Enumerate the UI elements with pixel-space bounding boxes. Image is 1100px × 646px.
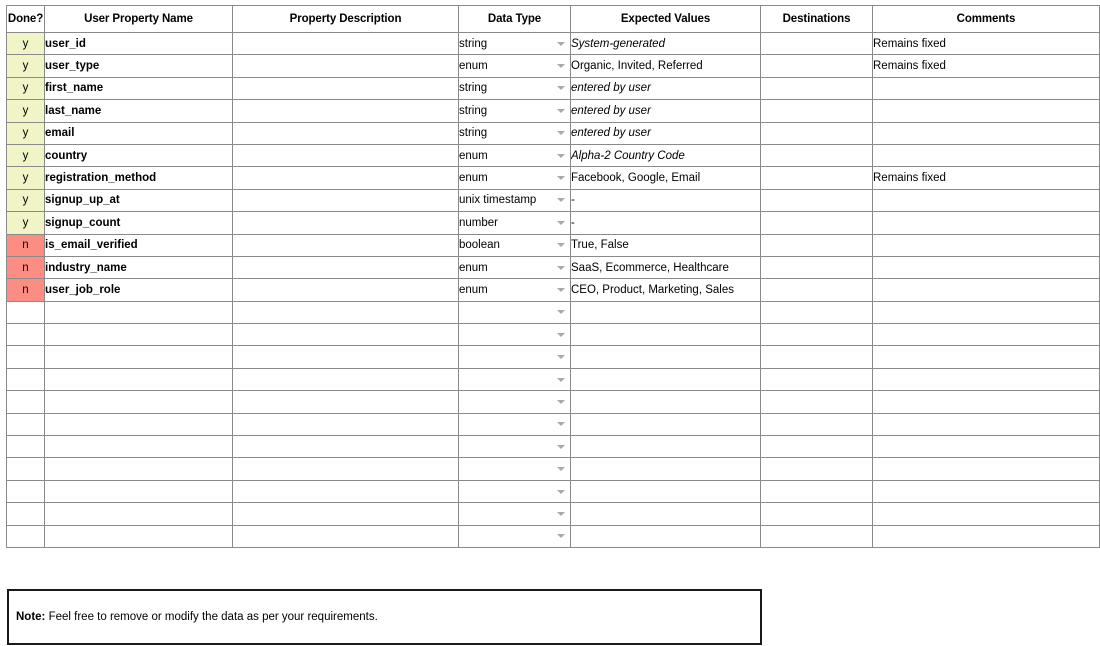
chevron-down-icon[interactable]: [557, 378, 565, 382]
cell-data-type[interactable]: [459, 167, 571, 189]
chevron-down-icon[interactable]: [557, 64, 565, 68]
cell-destinations[interactable]: [761, 189, 873, 211]
data-type-value: unix timestamp: [459, 194, 537, 207]
cell-destinations[interactable]: [761, 480, 873, 502]
table-row: [7, 413, 1100, 435]
cell-expected-values[interactable]: -: [571, 212, 761, 234]
cell-data-type[interactable]: [459, 212, 571, 234]
cell-expected-values[interactable]: entered by user: [571, 77, 761, 99]
cell-done-flag[interactable]: y: [7, 100, 45, 122]
cell-expected-values[interactable]: Organic, Invited, Referred: [571, 55, 761, 77]
cell-destinations[interactable]: [761, 55, 873, 77]
cell-destinations[interactable]: [761, 212, 873, 234]
cell-data-type[interactable]: [459, 33, 571, 55]
cell-comments[interactable]: [873, 144, 1100, 166]
cell-done-flag[interactable]: [7, 413, 45, 435]
table-row: [7, 100, 1100, 122]
cell-done-flag[interactable]: [7, 525, 45, 547]
cell-expected-values[interactable]: SaaS, Ecommerce, Healthcare: [571, 256, 761, 278]
cell-destinations[interactable]: [761, 391, 873, 413]
cell-comments[interactable]: [873, 279, 1100, 301]
cell-property-name[interactable]: [45, 503, 233, 525]
cell-property-description[interactable]: [233, 301, 459, 323]
cell-done-flag[interactable]: [7, 503, 45, 525]
cell-property-description[interactable]: [233, 436, 459, 458]
table-row: [7, 458, 1100, 480]
cell-destinations[interactable]: [761, 436, 873, 458]
note-box: [7, 589, 762, 645]
cell-data-type[interactable]: [459, 458, 571, 480]
cell-comments[interactable]: [873, 346, 1100, 368]
table-row: [7, 525, 1100, 547]
chevron-down-icon[interactable]: [557, 42, 565, 46]
cell-destinations[interactable]: [761, 368, 873, 390]
cell-destinations[interactable]: [761, 324, 873, 346]
cell-comments[interactable]: Remains fixed: [873, 167, 1100, 189]
cell-property-name[interactable]: [45, 413, 233, 435]
cell-done-flag[interactable]: n: [7, 279, 45, 301]
cell-expected-values[interactable]: [571, 368, 761, 390]
cell-done-flag[interactable]: [7, 368, 45, 390]
cell-property-name[interactable]: [45, 458, 233, 480]
cell-comments[interactable]: Remains fixed: [873, 55, 1100, 77]
table-row: [7, 144, 1100, 166]
cell-expected-values[interactable]: [571, 324, 761, 346]
cell-property-description[interactable]: [233, 55, 459, 77]
cell-property-name[interactable]: user_type: [45, 55, 233, 77]
column-header-name[interactable]: User Property Name: [45, 6, 233, 33]
cell-expected-values[interactable]: -: [571, 189, 761, 211]
cell-expected-values[interactable]: [571, 436, 761, 458]
cell-property-name[interactable]: registration_method: [45, 167, 233, 189]
cell-property-description[interactable]: [233, 122, 459, 144]
cell-comments[interactable]: [873, 100, 1100, 122]
cell-property-description[interactable]: [233, 324, 459, 346]
table-row: [7, 55, 1100, 77]
cell-property-name[interactable]: [45, 480, 233, 502]
chevron-down-icon[interactable]: [557, 512, 565, 516]
property-table-container: [6, 5, 1099, 548]
cell-done-flag[interactable]: n: [7, 256, 45, 278]
chevron-down-icon[interactable]: [557, 534, 565, 538]
cell-property-name[interactable]: [45, 525, 233, 547]
cell-property-description[interactable]: [233, 279, 459, 301]
cell-expected-values[interactable]: Alpha-2 Country Code: [571, 144, 761, 166]
cell-property-description[interactable]: [233, 144, 459, 166]
cell-comments[interactable]: [873, 324, 1100, 346]
cell-expected-values[interactable]: entered by user: [571, 122, 761, 144]
cell-comments[interactable]: [873, 525, 1100, 547]
cell-done-flag[interactable]: [7, 391, 45, 413]
cell-property-name[interactable]: country: [45, 144, 233, 166]
cell-destinations[interactable]: [761, 122, 873, 144]
column-header-dest[interactable]: Destinations: [761, 6, 873, 33]
table-row: [7, 301, 1100, 323]
column-header-done[interactable]: Done?: [7, 6, 45, 33]
column-header-type[interactable]: Data Type: [459, 6, 571, 33]
table-row: [7, 346, 1100, 368]
cell-data-type[interactable]: [459, 324, 571, 346]
cell-property-description[interactable]: [233, 480, 459, 502]
column-header-comments[interactable]: Comments: [873, 6, 1100, 33]
cell-expected-values[interactable]: System-generated: [571, 33, 761, 55]
cell-destinations[interactable]: [761, 301, 873, 323]
cell-destinations[interactable]: [761, 256, 873, 278]
table-row: [7, 122, 1100, 144]
cell-comments[interactable]: [873, 212, 1100, 234]
cell-done-flag[interactable]: [7, 346, 45, 368]
cell-property-description[interactable]: [233, 525, 459, 547]
cell-comments[interactable]: [873, 480, 1100, 502]
cell-data-type[interactable]: [459, 346, 571, 368]
table-row: [7, 234, 1100, 256]
data-type-value: string: [459, 127, 488, 140]
cell-comments[interactable]: [873, 189, 1100, 211]
table-row: [7, 256, 1100, 278]
cell-property-description[interactable]: [233, 413, 459, 435]
cell-data-type[interactable]: [459, 234, 571, 256]
cell-property-description[interactable]: [233, 346, 459, 368]
cell-done-flag[interactable]: [7, 480, 45, 502]
cell-comments[interactable]: [873, 234, 1100, 256]
cell-comments[interactable]: [873, 458, 1100, 480]
cell-expected-values[interactable]: Facebook, Google, Email: [571, 167, 761, 189]
cell-comments[interactable]: [873, 122, 1100, 144]
cell-expected-values[interactable]: CEO, Product, Marketing, Sales: [571, 279, 761, 301]
chevron-down-icon[interactable]: [557, 266, 565, 270]
cell-property-name[interactable]: first_name: [45, 77, 233, 99]
cell-expected-values[interactable]: [571, 480, 761, 502]
cell-data-type[interactable]: [459, 525, 571, 547]
data-type-value: boolean: [459, 239, 500, 252]
table-row: [7, 77, 1100, 99]
chevron-down-icon[interactable]: [557, 445, 565, 449]
cell-done-flag[interactable]: y: [7, 167, 45, 189]
table-row: [7, 189, 1100, 211]
table-row: [7, 279, 1100, 301]
user-property-table: [6, 5, 1100, 548]
data-type-value: string: [459, 82, 488, 95]
cell-data-type[interactable]: [459, 391, 571, 413]
note-content: [9, 611, 378, 623]
cell-data-type[interactable]: [459, 368, 571, 390]
chevron-down-icon[interactable]: [557, 176, 565, 180]
table-row: [7, 480, 1100, 502]
cell-comments[interactable]: [873, 77, 1100, 99]
cell-comments[interactable]: [873, 301, 1100, 323]
chevron-down-icon[interactable]: [557, 109, 565, 113]
table-row: [7, 436, 1100, 458]
note-label: Note:: [16, 611, 46, 623]
cell-expected-values[interactable]: [571, 301, 761, 323]
table-row: [7, 212, 1100, 234]
cell-property-name[interactable]: [45, 436, 233, 458]
cell-property-description[interactable]: [233, 503, 459, 525]
table-row: [7, 503, 1100, 525]
data-type-value: enum: [459, 261, 488, 274]
cell-data-type[interactable]: [459, 436, 571, 458]
cell-property-name[interactable]: email: [45, 122, 233, 144]
chevron-down-icon[interactable]: [557, 333, 565, 337]
chevron-down-icon[interactable]: [557, 198, 565, 202]
cell-property-description[interactable]: [233, 234, 459, 256]
cell-property-description[interactable]: [233, 100, 459, 122]
note-text: Feel free to remove or modify the data as per your requirements.: [45, 611, 378, 623]
cell-expected-values[interactable]: True, False: [571, 234, 761, 256]
cell-done-flag[interactable]: [7, 436, 45, 458]
table-row: [7, 324, 1100, 346]
cell-data-type[interactable]: [459, 279, 571, 301]
cell-property-description[interactable]: [233, 167, 459, 189]
chevron-down-icon[interactable]: [557, 400, 565, 404]
table-row: [7, 33, 1100, 55]
cell-property-description[interactable]: [233, 212, 459, 234]
cell-property-description[interactable]: [233, 77, 459, 99]
cell-expected-values[interactable]: entered by user: [571, 100, 761, 122]
cell-property-description[interactable]: [233, 189, 459, 211]
chevron-down-icon[interactable]: [557, 310, 565, 314]
table-header: [7, 6, 1100, 33]
cell-property-name[interactable]: [45, 324, 233, 346]
cell-comments[interactable]: Remains fixed: [873, 33, 1100, 55]
cell-done-flag[interactable]: [7, 458, 45, 480]
cell-destinations[interactable]: [761, 234, 873, 256]
cell-property-name[interactable]: [45, 346, 233, 368]
cell-data-type[interactable]: [459, 122, 571, 144]
data-type-value: number: [459, 216, 498, 229]
data-type-value: enum: [459, 172, 488, 185]
chevron-down-icon[interactable]: [557, 490, 565, 494]
chevron-down-icon[interactable]: [557, 221, 565, 225]
cell-done-flag[interactable]: y: [7, 77, 45, 99]
cell-property-name[interactable]: industry_name: [45, 256, 233, 278]
cell-data-type[interactable]: [459, 301, 571, 323]
cell-data-type[interactable]: [459, 189, 571, 211]
cell-done-flag[interactable]: n: [7, 234, 45, 256]
cell-destinations[interactable]: [761, 100, 873, 122]
chevron-down-icon[interactable]: [557, 243, 565, 247]
cell-data-type[interactable]: [459, 55, 571, 77]
data-type-value: enum: [459, 283, 488, 296]
cell-property-name[interactable]: signup_count: [45, 212, 233, 234]
cell-data-type[interactable]: [459, 100, 571, 122]
cell-destinations[interactable]: [761, 144, 873, 166]
cell-property-name[interactable]: [45, 391, 233, 413]
cell-done-flag[interactable]: y: [7, 122, 45, 144]
cell-expected-values[interactable]: [571, 391, 761, 413]
cell-comments[interactable]: [873, 436, 1100, 458]
data-type-value: string: [459, 37, 488, 50]
cell-property-description[interactable]: [233, 33, 459, 55]
cell-data-type[interactable]: [459, 480, 571, 502]
cell-comments[interactable]: [873, 413, 1100, 435]
cell-destinations[interactable]: [761, 346, 873, 368]
cell-expected-values[interactable]: [571, 503, 761, 525]
cell-property-name[interactable]: last_name: [45, 100, 233, 122]
cell-destinations[interactable]: [761, 503, 873, 525]
cell-property-name[interactable]: is_email_verified: [45, 234, 233, 256]
cell-property-name[interactable]: signup_up_at: [45, 189, 233, 211]
cell-comments[interactable]: [873, 503, 1100, 525]
cell-data-type[interactable]: [459, 256, 571, 278]
cell-data-type[interactable]: [459, 77, 571, 99]
chevron-down-icon[interactable]: [557, 355, 565, 359]
chevron-down-icon[interactable]: [557, 131, 565, 135]
cell-property-name[interactable]: user_id: [45, 33, 233, 55]
cell-done-flag[interactable]: y: [7, 212, 45, 234]
cell-comments[interactable]: [873, 391, 1100, 413]
cell-done-flag[interactable]: [7, 324, 45, 346]
cell-destinations[interactable]: [761, 458, 873, 480]
cell-done-flag[interactable]: y: [7, 33, 45, 55]
cell-property-description[interactable]: [233, 391, 459, 413]
cell-destinations[interactable]: [761, 279, 873, 301]
cell-comments[interactable]: [873, 256, 1100, 278]
cell-destinations[interactable]: [761, 77, 873, 99]
cell-done-flag[interactable]: y: [7, 55, 45, 77]
cell-property-name[interactable]: user_job_role: [45, 279, 233, 301]
cell-property-description[interactable]: [233, 368, 459, 390]
chevron-down-icon[interactable]: [557, 86, 565, 90]
chevron-down-icon[interactable]: [557, 467, 565, 471]
cell-property-name[interactable]: [45, 368, 233, 390]
chevron-down-icon[interactable]: [557, 288, 565, 292]
cell-expected-values[interactable]: [571, 413, 761, 435]
cell-done-flag[interactable]: y: [7, 144, 45, 166]
column-header-desc[interactable]: Property Description: [233, 6, 459, 33]
cell-data-type[interactable]: [459, 413, 571, 435]
chevron-down-icon[interactable]: [557, 422, 565, 426]
cell-done-flag[interactable]: [7, 301, 45, 323]
cell-property-description[interactable]: [233, 458, 459, 480]
cell-property-name[interactable]: [45, 301, 233, 323]
cell-done-flag[interactable]: y: [7, 189, 45, 211]
header-row: [7, 6, 1100, 33]
cell-data-type[interactable]: [459, 503, 571, 525]
data-type-value: string: [459, 104, 488, 117]
cell-expected-values[interactable]: [571, 525, 761, 547]
cell-property-description[interactable]: [233, 256, 459, 278]
table-body: [7, 33, 1100, 548]
data-type-value: enum: [459, 60, 488, 73]
cell-destinations[interactable]: [761, 167, 873, 189]
cell-data-type[interactable]: [459, 144, 571, 166]
cell-destinations[interactable]: [761, 525, 873, 547]
table-row: [7, 368, 1100, 390]
cell-destinations[interactable]: [761, 33, 873, 55]
cell-destinations[interactable]: [761, 413, 873, 435]
chevron-down-icon[interactable]: [557, 154, 565, 158]
table-row: [7, 391, 1100, 413]
table-row: [7, 167, 1100, 189]
cell-expected-values[interactable]: [571, 458, 761, 480]
data-type-value: enum: [459, 149, 488, 162]
cell-comments[interactable]: [873, 368, 1100, 390]
cell-expected-values[interactable]: [571, 346, 761, 368]
column-header-expected[interactable]: Expected Values: [571, 6, 761, 33]
